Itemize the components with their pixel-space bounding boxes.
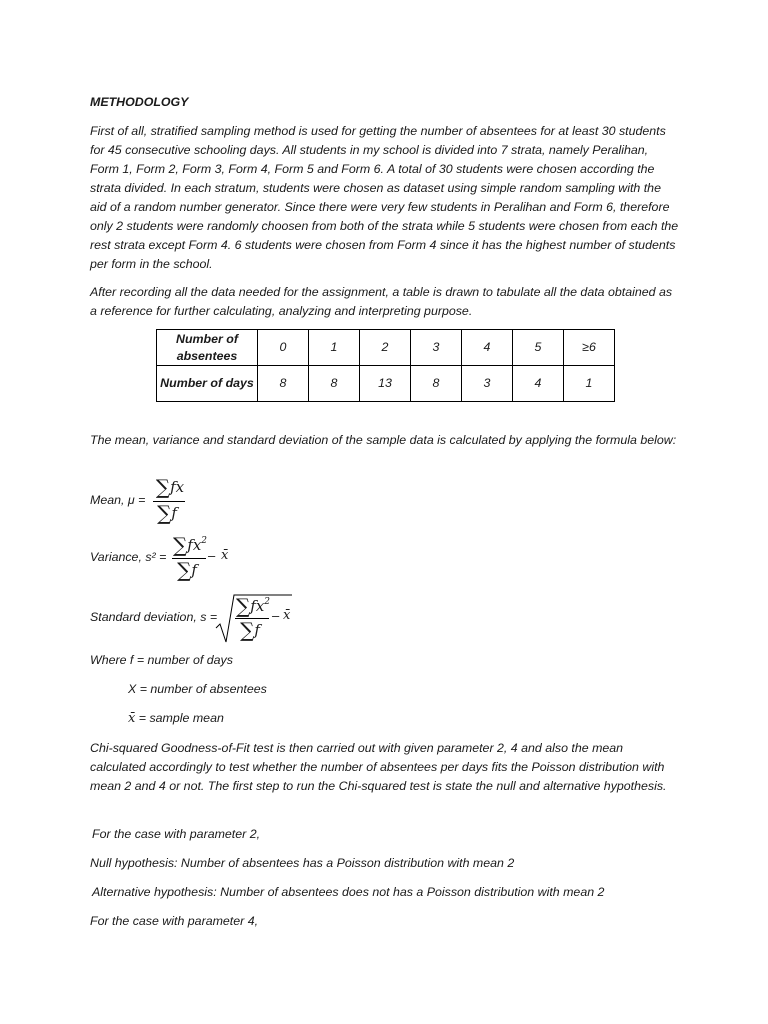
table-cell: 13 [360,366,411,402]
table-cell: 4 [513,366,564,402]
sigma-symbol: ∑ [172,533,188,557]
table-cell: 8 [411,366,462,402]
mean-formula [90,475,290,530]
table-cell: 2 [360,330,411,366]
sigma-symbol: ∑ [235,594,251,618]
fx-term: fx [170,478,185,496]
case-parameter-2: For the case with parameter 2, [92,827,261,841]
mean-label: Mean, μ = [90,493,146,507]
alternative-hypothesis-2: Alternative hypothesis: Number of absentees does not has a Poisson distribution with mean 2 [92,885,605,899]
paragraph-table-intro: After recording all the data needed for the assignment, a table is drawn to tabulate all the data obtained as a reference for further calculating, analyzing and interpreting purpose. [90,285,673,318]
case-parameter-4: For the case with parameter 4, [90,914,259,928]
minus-sign: – [208,548,216,563]
f-term: f [191,561,197,579]
f-term: f [254,621,260,639]
where-x-line: X = number of absentees [128,682,267,696]
table-row-header: Number of absentees [157,330,258,366]
table-cell: 8 [309,366,360,402]
table-row-days [157,366,615,402]
table-cell: 5 [513,330,564,366]
where-xbar-line [128,711,224,726]
f-term: f [171,504,177,522]
variance-denominator [170,558,204,582]
sd-denominator [233,618,267,642]
sd-numerator [233,594,273,618]
section-heading: METHODOLOGY [90,95,189,109]
minus-sign: – [272,608,280,623]
where-line: Where f = number of days [90,653,233,667]
variance-formula [90,533,290,588]
paragraph-sampling-method: First of all, stratified sampling method is used for getting the number of absentees for at least 30 students for 45 consecutive schooling days. All students in my school is divided into 7 strata, namely Peralihan, Form 1, Form 2, Form 3, Form 4, Form 5 and Form 6. A total of 30 students were chosen according the strata divided. In each stratum, students were chosen as dataset using simple random sampling with the aid of a random number generator. Since there were very few students in Peralihan and Form 6, therefore only 2 students were randomly choosen from both of the strata while 5 students were chosen from each the rest strata except Form 4. 6 students were chosen from Form 4 since it has the highest number of students per form in the school. [90,124,679,271]
table-cell: 4 [462,330,513,366]
exponent: 2 [201,536,208,546]
table-cell: 8 [258,366,309,402]
xbar-symbol: x̄ [128,711,136,726]
absentees-table [156,329,615,402]
sigma-symbol: ∑ [240,618,255,642]
exponent: 2 [264,597,271,607]
table-row-absentees [157,330,615,366]
where-xbar-text: = sample mean [138,711,224,725]
table-row-header: Number of days [157,366,258,402]
sd-formula [90,590,330,646]
paragraph-formula-intro: The mean, variance and standard deviation of the sample data is calculated by applying the formula below: [90,433,677,447]
null-hypothesis-2: Null hypothesis: Number of absentees has a Poisson distribution with mean 2 [90,856,515,870]
table-cell: 1 [564,366,615,402]
fx-term: fx [250,597,265,615]
variance-numerator [170,533,210,557]
sigma-symbol: ∑ [155,475,171,499]
xbar-symbol: x̄ [283,608,291,623]
mean-numerator [152,475,188,499]
paragraph-chi-squared: Chi-squared Goodness-of-Fit test is then carried out with given parameter 2, 4 and also the mean calculated accordingly to test whether the number of absentees per days fits the Poisson distribution with mean 2 and 4 or not. The first step to run the Chi-squared test is state the null and alternative hypothesis. [90,741,667,793]
sigma-symbol: ∑ [177,558,192,582]
fx-term: fx [187,536,202,554]
table-cell: 3 [462,366,513,402]
sigma-symbol: ∑ [157,501,172,525]
table-cell: 0 [258,330,309,366]
table-cell: 3 [411,330,462,366]
variance-label: Variance, s² = [90,550,167,564]
table-cell: ≥6 [564,330,615,366]
table-cell: 1 [309,330,360,366]
mean-denominator [152,501,182,525]
xbar-symbol: x̄ [221,548,229,563]
sd-label: Standard deviation, s = [90,610,218,624]
